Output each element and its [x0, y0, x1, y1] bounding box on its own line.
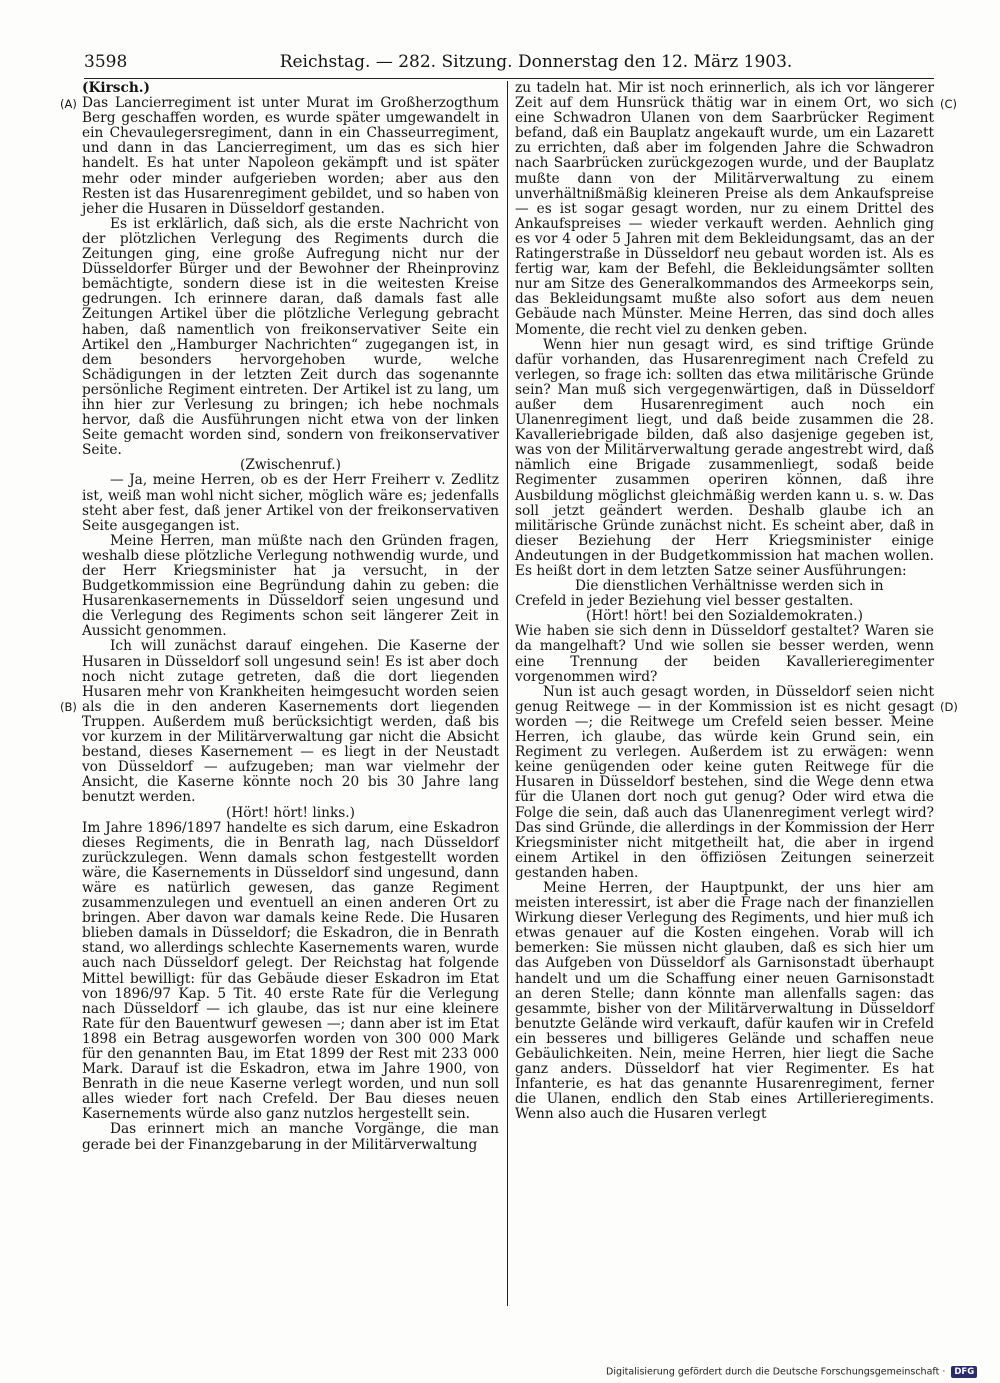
quotation: Die dienstlichen Verhältnisse werden sich in Crefeld in jeder Beziehung viel besser gestalten. [515, 578, 884, 610]
paragraph: Ich will zunächst darauf eingehen. Die Kaserne der Husaren in Düsseldorf soll ungesund sein! Es ist aber doch noch nicht zutage getreten, daß die dort liegenden Husaren mehr von Krankheiten heimgesucht worden seien als die in den anderen Kasernements dort liegenden Truppen. Außerdem muß berücksichtigt werden, daß bis vor kurzem in der Militärverwaltung gar nicht die Absicht bestand, dieses Kasernement — es liegt in der Neustadt von Düsseldorf — aufzugeben; man war vielmehr der Ansicht, die Kaserne könnte noch 20 bis 30 Jahre lang benutzt werden. [82, 638, 499, 806]
header-rule [84, 78, 934, 79]
paragraph: Das Lancierregiment ist unter Murat im Großherzogthum Berg geschaffen worden, es wurde später umgewandelt in ein Chevaulegersregiment, dann in ein Chasseurregiment, und dann in das Lancierregiment, um das es sich hier handelt. Es hat unter Napoleon gekämpft und ist später mehr oder minder aufgerieben worden; aber aus den Resten ist das Husarenregiment gebildet, und so haben von jeher die Husaren in Düsseldorf gestanden. [82, 95, 499, 217]
interjection: (Hört! hört! bei den Sozialdemokraten.) [586, 608, 863, 625]
paragraph: Meine Herren, man müßte nach den Gründen fragen, weshalb diese plötzliche Verlegung nothwendig wurde, und der Herr Kriegsminister hat ja versucht, in der Budgetkommission eine Begründung dahin zu geben: die Husarenkasernements in Düsseldorf seien ungesund und die Verlegung des Regiments schon seit längerer Zeit in Aussicht genommen. [82, 532, 499, 640]
margin-mark-c: (C) [940, 97, 958, 111]
speaker-label: (Kirsch.) [82, 80, 151, 96]
paragraph: Nun ist auch gesagt worden, in Düsseldorf seien nicht genug Reitwege — in der Kommission ist es nicht gesagt worden —; die Reitwege um Crefeld seien besser. Meine Herren, ich glaube, das würde kein Grund sein, ein Regiment zu verlegen. Außerdem ist zu erwägen: wenn keine genügenden oder keine guten Reitwege für die Husaren in Düsseldorf bestehen, sind die Wege denn etwa für die Ulanen dort noch gut genug? Oder wird etwa die Folge die sein, daß auch das Ulanenregiment verlegt wird? Das sind Gründe, die allerdings in der Kommission der Herr Kriegsminister nicht mitgetheilt hat, die aber in irgend einem Artikel in den öffiziösen Zeitungen seinerzeit gestanden haben. [515, 683, 934, 881]
dfg-logo: DFG [951, 1366, 977, 1378]
interjection: (Hört! hört! links.) [226, 804, 355, 821]
left-column [82, 81, 499, 1153]
margin-mark-d: (D) [940, 700, 958, 714]
paragraph: Wenn hier nun gesagt wird, es sind triftige Gründe dafür vorhanden, das Husarenregiment nach Crefeld zu verlegen, so frage ich: sollten das etwa militärische Gründe sein? Man muß sich vergegenwärtigen, daß in Düsseldorf außer dem Husarenregiment auch noch ein Ulanenregiment liegt, und daß beide zusammen die 28. Kavalleriebrigade bilden, daß also dasjenige gegeben ist, was von der Militärverwaltung gerade angestrebt wird, daß nämlich eine Brigade zusammenliegt, sodaß beide Regimenter zusammen operiren können, daß ihre Ausbildung möglichst gleichmäßig werden kann u. s. w. Das soll jetzt geändert werden. Deshalb glaube ich an militärische Gründe zunächst nicht. Es scheint aber, daß in dieser Beziehung der Herr Kriegsminister einige Andeutungen in der Budgetkommission hat machen wollen. Es heißt dort in dem letzten Satze seiner Ausführungen: [515, 336, 934, 579]
paragraph: — Ja, meine Herren, ob es der Herr Freiherr v. Zedlitz ist, weiß man wohl nicht sicher, möglich wäre es; jedenfalls steht aber fest, daß jener Artikel von der freikonservativen Seite ausgegangen ist. [82, 472, 499, 534]
paragraph: Meine Herren, der Hauptpunkt, der uns hier am meisten interessirt, ist aber die Frage nach der finanziellen Wirkung dieser Verlegung des Regiments, und hier muß ich etwas genauer auf die Kosten eingehen. Vorab will ich bemerken: Sie müssen nicht glauben, daß es sich hier um das Aufgeben von Düsseldorf als Garnisonstadt überhaupt handelt und um die Schaffung einer neuen Garnisonstadt an deren Stelle; dann könnte man allenfalls sagen: das gesammte, bisher von der Militärverwaltung in Düsseldorf benutzte Gelände wird verkauft, dafür kaufen wir in Crefeld ein besseres und billigeres Gelände und schaffen neue Gebäulichkeiten. Nein, meine Herren, hier liegt die Sache ganz anders. Düsseldorf hat vier Regimenter. Es hat Infanterie, es hat das genannte Husarenregiment, ferner die Ulanen, endlich den Stab eines Artillerieregiments. Wenn also auch die Husaren verlegt [515, 879, 934, 1123]
paragraph: Wie haben sie sich denn in Düsseldorf gestaltet? Waren sie da mangelhaft? Und wie sollen sie besser werden, wenn eine Trennung der beiden Kavallerieregimenter vorgenommen wird? [515, 623, 934, 685]
footer-text: Digitalisierung gefördert durch die Deutsche Forschungsgemeinschaft · [606, 1366, 946, 1378]
paragraph: zu tadeln hat. Mir ist noch erinnerlich, als ich vor längerer Zeit auf dem Hunsrück thätig war in einem Ort, wo sich eine Schwadron Ulanen von dem Saarbrücker Regiment befand, daß ein Bauplatz angekauft wurde, um ein Lazarett zu errichten, daß aber im folgenden Jahre die Schwadron nach Saarbrücken zurückgezogen wurde, und der Bauplatz mußte dann von der Militärverwaltung zu einem unverhältnißmäßig kleineren Preise als dem Ankaufspreise — es ist sogar gesagt worden, nur zu einem Drittel des Ankaufspreises — wieder verkauft werden. Aehnlich ging es vor 4 oder 5 Jahren mit dem Bekleidungsamt, das an der Ratingerstraße in Düsseldorf neu gebaut worden ist. Als es fertig war, kam der Befehl, die Bekleidungsämter sollten nur am Sitze des Generalkommandos des Armeekorps sein, das Bekleidungsamt mußte also sofort aus dem neuen Gebäude nach Münster. Meine Herren, das sind doch alles Momente, die recht viel zu denken geben. [515, 80, 934, 338]
margin-mark-a: (A) [60, 97, 77, 111]
paragraph: Das erinnert mich an manche Vorgänge, die man gerade bei der Finanzgebarung in der Militärverwaltung [82, 1121, 499, 1153]
running-title: Reichstag. — 282. Sitzung. Donnerstag den 12. März 1903. [279, 52, 793, 72]
margin-mark-b: (B) [60, 700, 77, 714]
right-column [515, 81, 934, 1122]
page-header [84, 52, 934, 76]
paragraph: Es ist erklärlich, daß sich, als die erste Nachricht von der plötzlichen Verlegung des Regiments durch die Zeitungen ging, eine große Aufregung nicht nur der Düsseldorfer Bürger und der Bewohner der Rheinprovinz bemächtigte, sondern diese ist in die weitesten Kreise gedrungen. Ich erinnere daran, daß damals fast alle Zeitungen Artikel über die plötzliche Verlegung gebracht haben, daß namentlich von freikonservativer Seite ein Artikel den „Hamburger Nachrichten“ zugegangen ist, in dem besonders hervorgehoben wurde, welche Schädigungen in der letzten Zeit durch das sogenannte persönliche Regiment eintreten. Der Artikel ist zu lang, um ihn hier zur Verlesung zu bringen; ich hebe nochmals hervor, daß die Ausführungen nicht etwa von der linken Seite gemacht worden sind, sondern von freikonservativer Seite. [82, 215, 499, 459]
column-divider [507, 81, 508, 1306]
paragraph: Im Jahre 1896/1897 handelte es sich darum, eine Eskadron dieses Regiments, die in Benrath lag, nach Düsseldorf zurückzulegen. Wenn damals schon festgestellt worden wäre, die Kasernements in Düsseldorf sind ungesund, dann wäre es natürlich gewesen, das ganze Regiment zusammenzulegen und eventuell an einen anderen Ort zu bringen. Aber davon war damals keine Rede. Die Husaren blieben damals in Düsseldorf; die Eskadron, die in Benrath stand, wo allerdings schlechte Kasernements waren, wurde auch nach Düsseldorf gelegt. Der Reichstag hat folgende Mittel bewilligt: für das Gebäude dieser Eskadron im Etat von 1896/97 Kap. 5 Tit. 40 erste Rate für die Verlegung nach Düsseldorf — ich glaube, das ist nur eine kleinere Rate für den Bauentwurf gewesen —; dann aber ist im Etat 1898 ein Betrag ausgeworfen worden von 300 000 Mark für den genannten Bau, im Etat 1899 der Rest mit 233 000 Mark. Darauf ist die Eskadron, etwa im Jahre 1900, von Benrath in die neue Kaserne verlegt worden, und nun soll alles wieder fort nach Crefeld. Der Bau dieses neuen Kasernements würde also ganz nutzlos hergestellt sein. [82, 819, 499, 1123]
page-number: 3598 [84, 52, 128, 72]
footer-credit [606, 1366, 977, 1378]
interjection: (Zwischenruf.) [240, 457, 341, 474]
